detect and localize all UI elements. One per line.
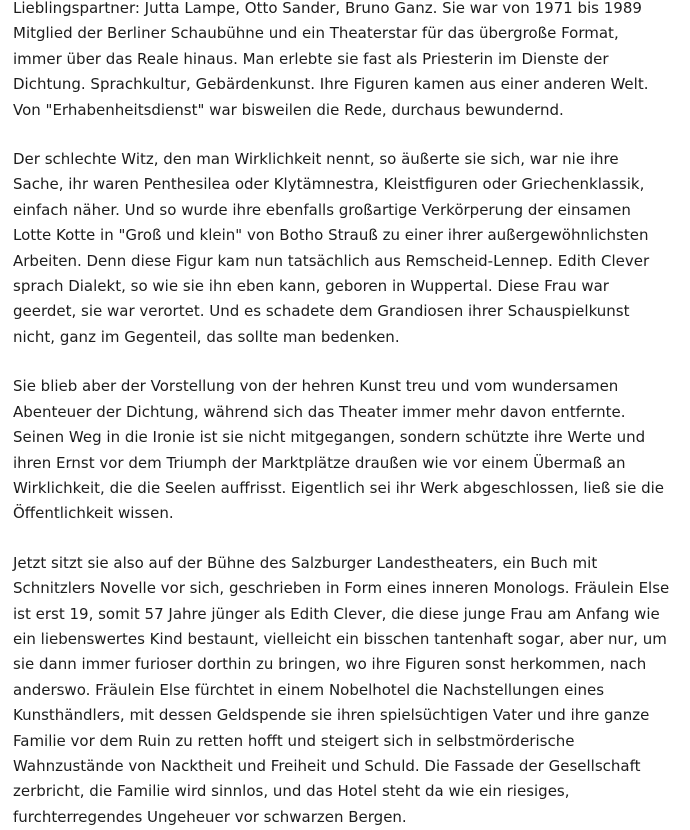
article-paragraph: Sie blieb aber der Vorstellung von der hehren Kunst treu und vom wundersamen Abenteuer der Dichtung, während sich das Theater immer mehr davon entfernte. Seinen Weg in die Ironie ist sie nicht mitgegangen, sondern schützte ihre Werte und ihren Ernst vor dem Triumph der Marktplätze draußen wie vor einem Übermaß an Wirklichkeit, die die Seelen auffrisst. Eigentlich sei ihr Werk abgeschlossen, ließ sie die Öffentlichkeit wissen.: [13, 377, 664, 523]
article-paragraph: Lieblingspartner: Jutta Lampe, Otto Sander, Bruno Ganz. Sie war von 1971 bis 1989 Mitglied der Berliner Schaubühne und ein Theaterstar für das übergroße Format, immer über das Reale hinaus. Man erlebte sie fast als Priesterin im Dienste der Dichtung. Sprachkultur, Gebärdenkunst. Ihre Figuren kamen aus einer anderen Welt. Von "Erhabenheitsdienst" war bisweilen die Rede, durchaus bewundernd.: [13, 0, 649, 119]
article-paragraph: Der schlechte Witz, den man Wirklichkeit nennt, so äußerte sie sich, war nie ihre Sache, ihr waren Penthesilea oder Klytämnestra, Kleistfiguren oder Griechenklassik, einfach näher. Und so wurde ihre ebenfalls großartige Verkörperung der einsamen Lotte Kotte in "Groß und klein" von Botho Strauß zu einer ihrer außergewöhnlichsten Arbeiten. Denn diese Figur kam nun tatsächlich aus Remscheid-Lennep. Edith Clever sprach Dialekt, so wie sie ihn eben kann, geboren in Wuppertal. Diese Frau war geerdet, sie war verortet. Und es schadete dem Grandiosen ihrer Schauspielkunst nicht, ganz im Gegenteil, das sollte man bedenken.: [13, 150, 650, 346]
article-paragraph: Jetzt sitzt sie also auf der Bühne des Salzburger Landestheaters, ein Buch mit Schnitzlers Novelle vor sich, geschrieben in Form eines inneren Monologs. Fräulein Else ist erst 19, somit 57 Jahre jünger als Edith Clever, die diese junge Frau am Anfang wie ein liebenswertes Kind bestaunt, vielleicht ein bisschen tantenhaft sogar, aber nur, um sie dann immer furioser dorthin zu bringen, wo ihre Figuren sonst herkommen, nach anderswo. Fräulein Else fürchtet in einem Nobelhotel die Nachstellungen eines Kunsthändlers, mit dessen Geldspende sie ihren spielsüchtigen Vater und ihre ganze Familie vor dem Ruin zu retten hofft und steigert sich in selbstmörderische Wahnzustände von Nacktheit und Freiheit und Schuld. Die Fassade der Gesellschaft zerbricht, die Familie wird sinnlos, und das Hotel steht da wie ein riesiges, furchterregendes Ungeheuer vor schwarzen Bergen.: [13, 553, 670, 826]
